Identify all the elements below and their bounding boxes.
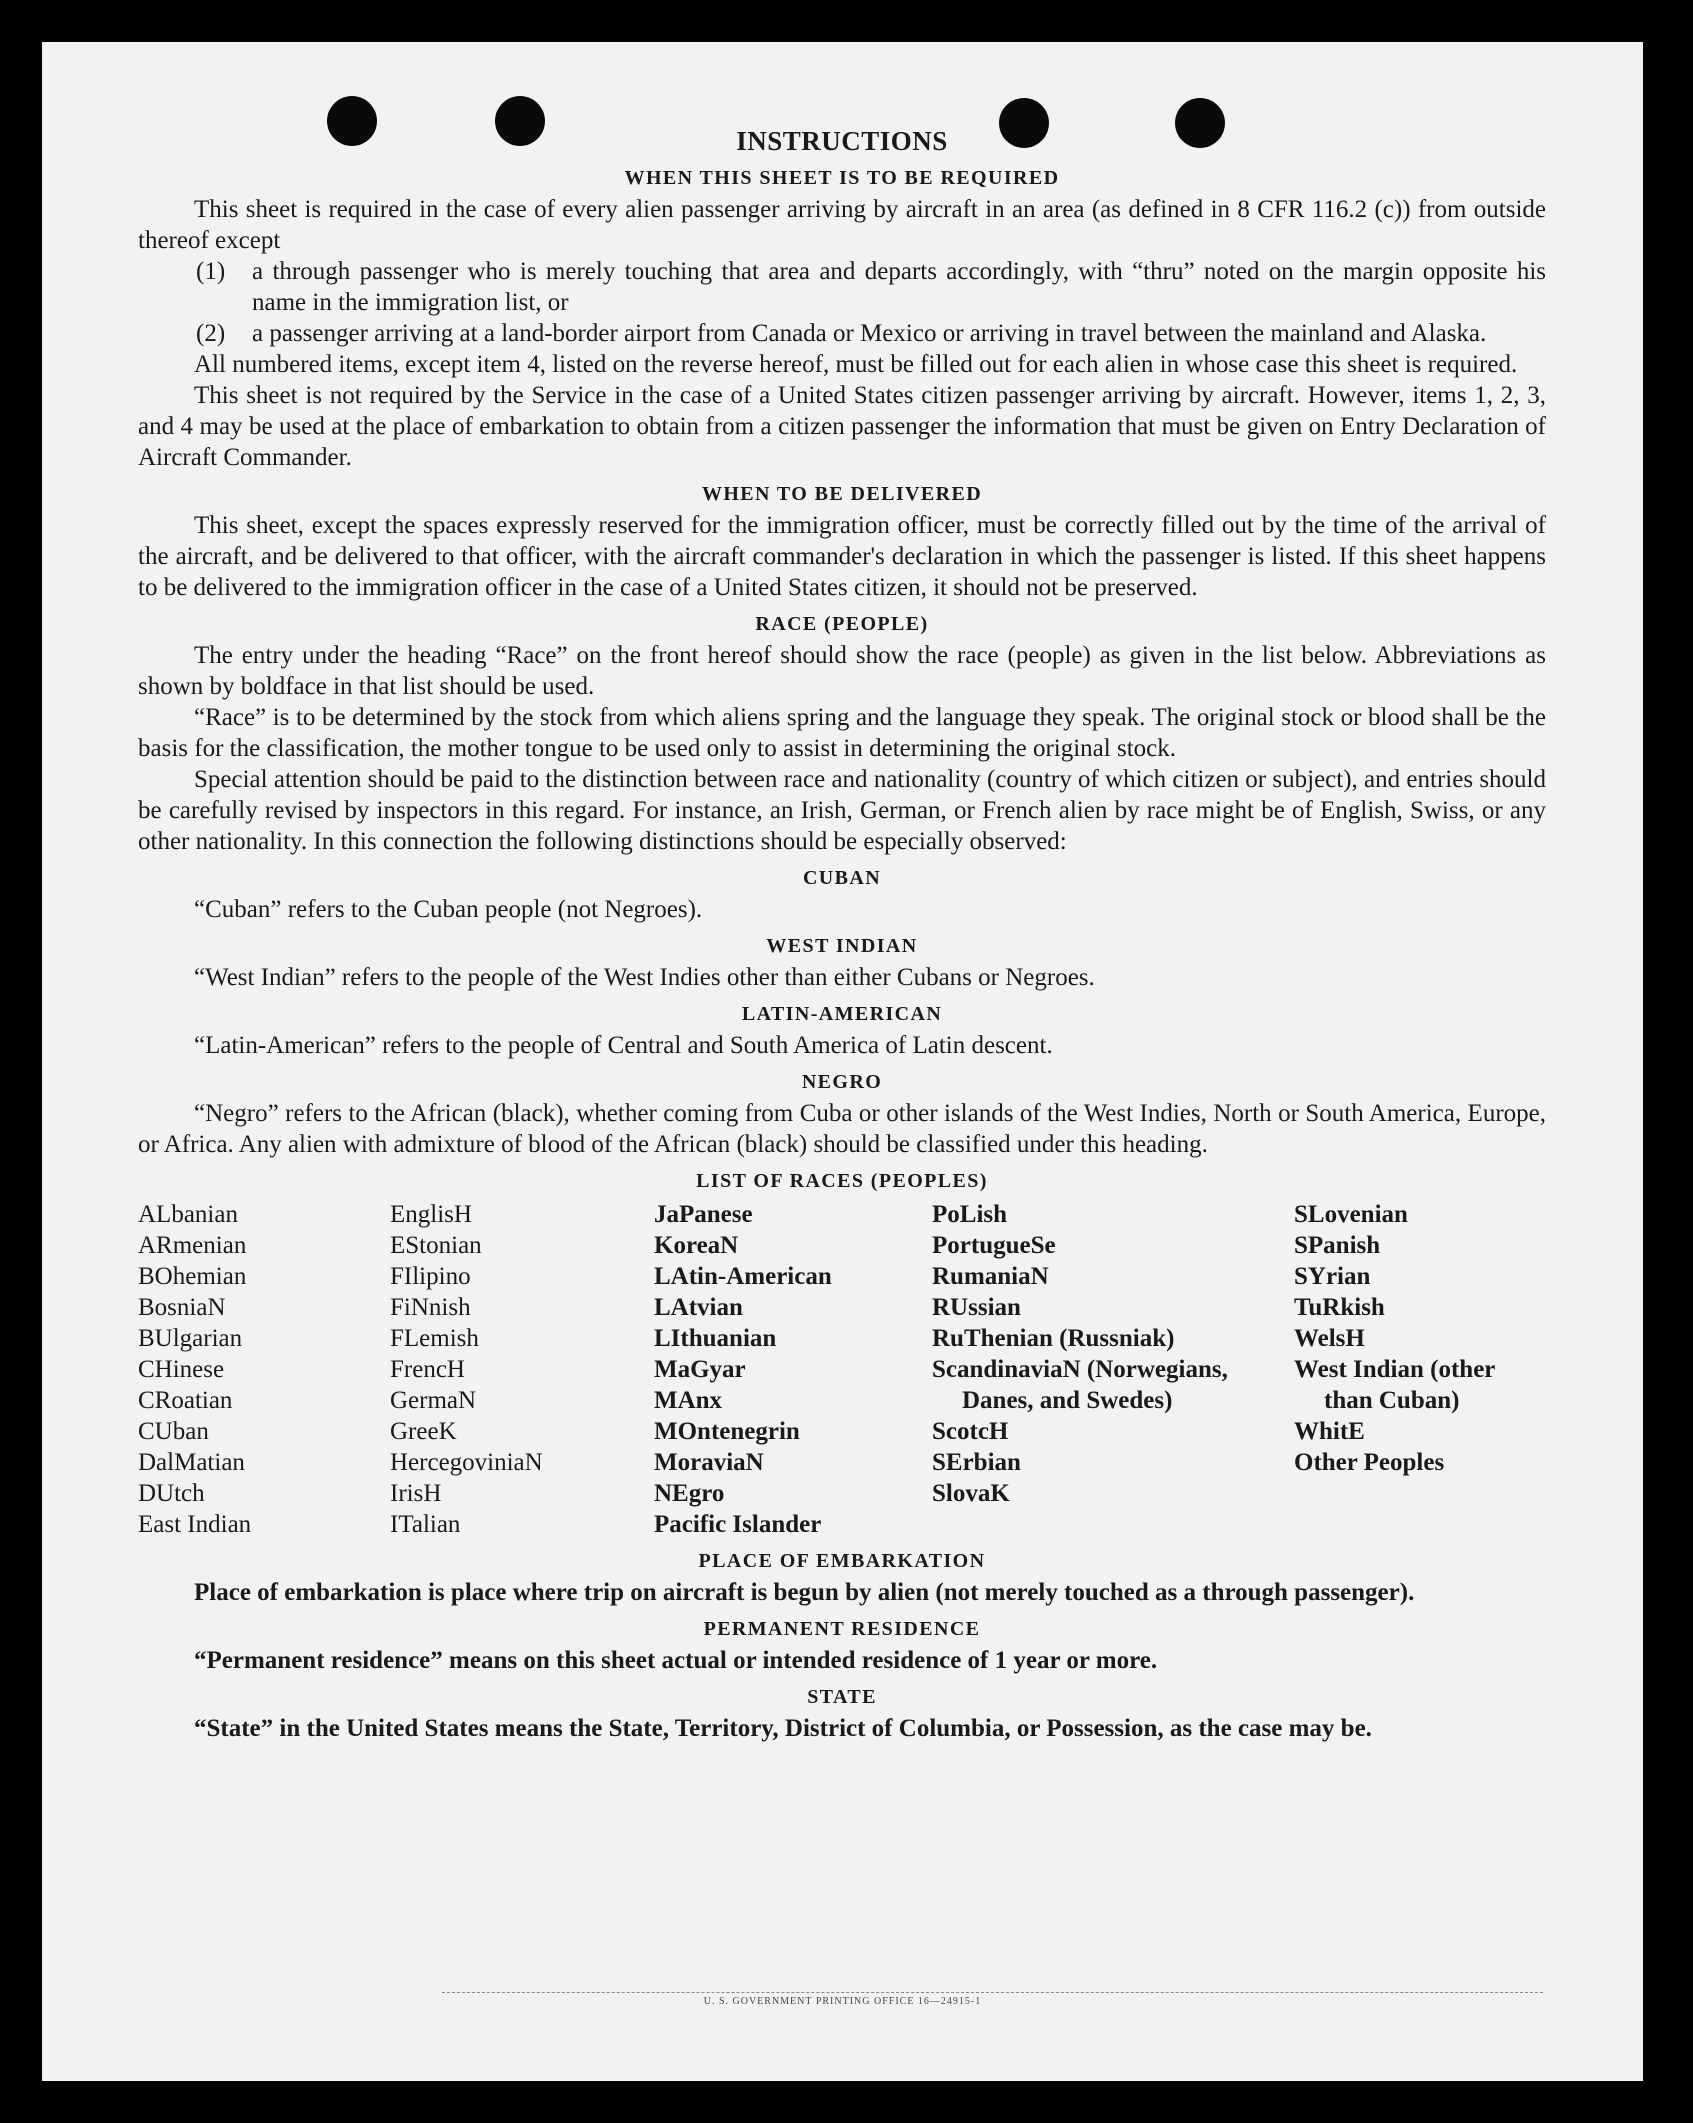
list-item — [196, 256, 1546, 318]
item-text: a passenger arriving at a land-border airport from Canada or Mexico or arriving in travel between the mainland and Alaska. — [252, 320, 1487, 347]
race-entry: Other Peoples — [1294, 1449, 1445, 1476]
race-entry: WhitE — [1294, 1418, 1365, 1445]
race-entry: FIlipino — [390, 1263, 471, 1290]
race-entry: RUssian — [932, 1294, 1021, 1321]
divider — [442, 1992, 1543, 1993]
race-entry: LAtin-American — [654, 1263, 832, 1290]
races-column — [1294, 1199, 1546, 1540]
race-entry: CUban — [138, 1418, 209, 1445]
paragraph: “Cuban” refers to the Cuban people (not Negroes). — [194, 896, 703, 923]
paragraph: This sheet is required in the case of every alien passenger arriving by aircraft in an area (as defined in 8 CFR 116.2 (c)) from outside thereof except — [138, 196, 1546, 254]
page-title: INSTRUCTIONS — [736, 126, 948, 156]
paragraph: This sheet is not required by the Service in the case of a United States citizen passenger arriving by aircraft. However, items 1, 2, 3, and 4 may be used at the place of embarkation to obtain from a citizen passenger the information that must be given on Entry Declaration of Aircraft Commander. — [138, 382, 1546, 471]
race-entry: WelsH — [1294, 1325, 1365, 1352]
race-entry: MaGyar — [654, 1356, 746, 1383]
race-entry: NEgro — [654, 1480, 725, 1507]
race-entry: ALbanian — [138, 1201, 238, 1228]
heading-permanent-residence: PERMANENT RESIDENCE — [703, 1618, 981, 1640]
race-entry: BUlgarian — [138, 1325, 243, 1352]
race-entry: DalMatian — [138, 1449, 245, 1476]
race-entry: SYrian — [1294, 1263, 1371, 1290]
paragraph: “Negro” refers to the African (black), whether coming from Cuba or other islands of the West Indies, North or South America, Europe, or Africa. Any alien with admixture of blood of the African (black) should be classified under this heading. — [138, 1100, 1546, 1158]
race-entry: LAtvian — [654, 1294, 743, 1321]
race-entry: ScandinaviaN (Norwegians, Danes, and Swedes) — [932, 1356, 1228, 1414]
paragraph: Place of embarkation is place where trip on aircraft is begun by alien (not merely touched as a through passenger). — [194, 1579, 1415, 1606]
race-entry: IrisH — [390, 1480, 442, 1507]
race-entry: EStonian — [390, 1232, 482, 1259]
heading-when-delivered: WHEN TO BE DELIVERED — [701, 483, 983, 505]
list-item — [196, 318, 1546, 349]
races-column — [390, 1199, 654, 1540]
race-entry: FLemish — [390, 1325, 479, 1352]
paragraph: This sheet, except the spaces expressly reserved for the immigration officer, must be correctly filled out by the time of the arrival of the aircraft, and be delivered to that officer, with the aircraft commander's declaration in which the passenger is listed. If this sheet happens to be delivered to the immigration officer in the case of a United States citizen, it should not be preserved. — [138, 512, 1546, 601]
document-page — [42, 42, 1643, 2081]
paragraph: “Permanent residence” means on this sheet actual or intended residence of 1 year or more. — [194, 1647, 1158, 1674]
race-entry: BosniaN — [138, 1294, 226, 1321]
printer-imprint: U. S. GOVERNMENT PRINTING OFFICE 16—24915-1 — [703, 1996, 982, 2007]
race-entry: ScotcH — [932, 1418, 1009, 1445]
race-entry: East Indian — [138, 1511, 252, 1538]
races-column — [138, 1199, 390, 1540]
race-entry: DUtch — [138, 1480, 205, 1507]
race-entry: SlovaK — [932, 1480, 1010, 1507]
race-entry: FrencH — [390, 1356, 465, 1383]
race-entry: GermaN — [390, 1387, 477, 1414]
paragraph: Special attention should be paid to the distinction between race and nationality (country of which citizen or subject), and entries should be carefully revised by inspectors in this regard. For instance, an Irish, German, or French alien by race might be of English, Swiss, or any other nationality. In this connection the following distinctions should be especially observed: — [138, 766, 1546, 855]
race-entry: FiNnish — [390, 1294, 471, 1321]
race-entry: RuThenian (Russniak) — [932, 1325, 1175, 1352]
race-entry: CHinese — [138, 1356, 225, 1383]
race-entry: BOhemian — [138, 1263, 247, 1290]
item-number: (2) — [196, 320, 226, 347]
heading-state: STATE — [807, 1686, 877, 1708]
heading-list-of-races: LIST OF RACES (PEOPLES) — [696, 1170, 988, 1192]
race-entry: Pacific Islander — [654, 1511, 822, 1538]
races-table — [138, 1199, 1546, 1540]
paragraph: The entry under the heading “Race” on the front hereof should show the race (people) as given in the list below. Abbreviations as shown by boldface in that list should be used. — [138, 642, 1546, 700]
heading-embarkation: PLACE OF EMBARKATION — [698, 1550, 986, 1572]
race-entry: SErbian — [932, 1449, 1021, 1476]
race-entry: EnglisH — [390, 1201, 472, 1228]
race-entry: RumaniaN — [932, 1263, 1049, 1290]
paragraph: “State” in the United States means the State, Territory, District of Columbia, or Possession, as the case may be. — [194, 1715, 1372, 1742]
race-entry: TuRkish — [1294, 1294, 1385, 1321]
paragraph: “Race” is to be determined by the stock from which aliens spring and the language they speak. The original stock or blood shall be the basis for the classification, the mother tongue to be used only to assist in determining the original stock. — [138, 704, 1546, 762]
race-entry: SLovenian — [1294, 1201, 1408, 1228]
paragraph: All numbered items, except item 4, listed on the reverse hereof, must be filled out for each alien in whose case this sheet is required. — [194, 351, 1518, 378]
race-entry: West Indian (other than Cuban) — [1294, 1356, 1495, 1414]
heading-cuban: CUBAN — [802, 867, 882, 889]
race-entry: SPanish — [1294, 1232, 1381, 1259]
race-entry: PortugueSe — [932, 1232, 1056, 1259]
race-entry: JaPanese — [654, 1201, 753, 1228]
heading-race: RACE (PEOPLE) — [755, 613, 929, 635]
race-entry: KoreaN — [654, 1232, 739, 1259]
race-entry: MAnx — [654, 1387, 723, 1414]
race-entry: ARmenian — [138, 1232, 247, 1259]
races-column — [932, 1199, 1294, 1540]
heading-when-required: WHEN THIS SHEET IS TO BE REQUIRED — [624, 167, 1060, 189]
race-entry: LIthuanian — [654, 1325, 777, 1352]
item-number: (1) — [196, 258, 226, 285]
race-entry: HercegoviniaN — [390, 1449, 543, 1476]
race-entry: MoraviaN — [654, 1449, 764, 1476]
heading-negro: NEGRO — [801, 1071, 883, 1093]
paragraph: “Latin-American” refers to the people of Central and South America of Latin descent. — [194, 1032, 1053, 1059]
race-entry: ITalian — [390, 1511, 461, 1538]
race-entry: GreeK — [390, 1418, 457, 1445]
races-column — [654, 1199, 932, 1540]
race-entry: MOntenegrin — [654, 1418, 800, 1445]
heading-latin-american: LATIN-AMERICAN — [741, 1003, 943, 1025]
race-entry: PoLish — [932, 1201, 1008, 1228]
race-entry: CRoatian — [138, 1387, 233, 1414]
instructions-content — [138, 120, 1546, 1744]
item-text: a through passenger who is merely touching that area and departs accordingly, with “thru” noted on the margin opposite his name in the immigration list, or — [252, 258, 1546, 316]
paragraph: “West Indian” refers to the people of the West Indies other than either Cubans or Negroes. — [194, 964, 1095, 991]
heading-west-indian: WEST INDIAN — [766, 935, 918, 957]
